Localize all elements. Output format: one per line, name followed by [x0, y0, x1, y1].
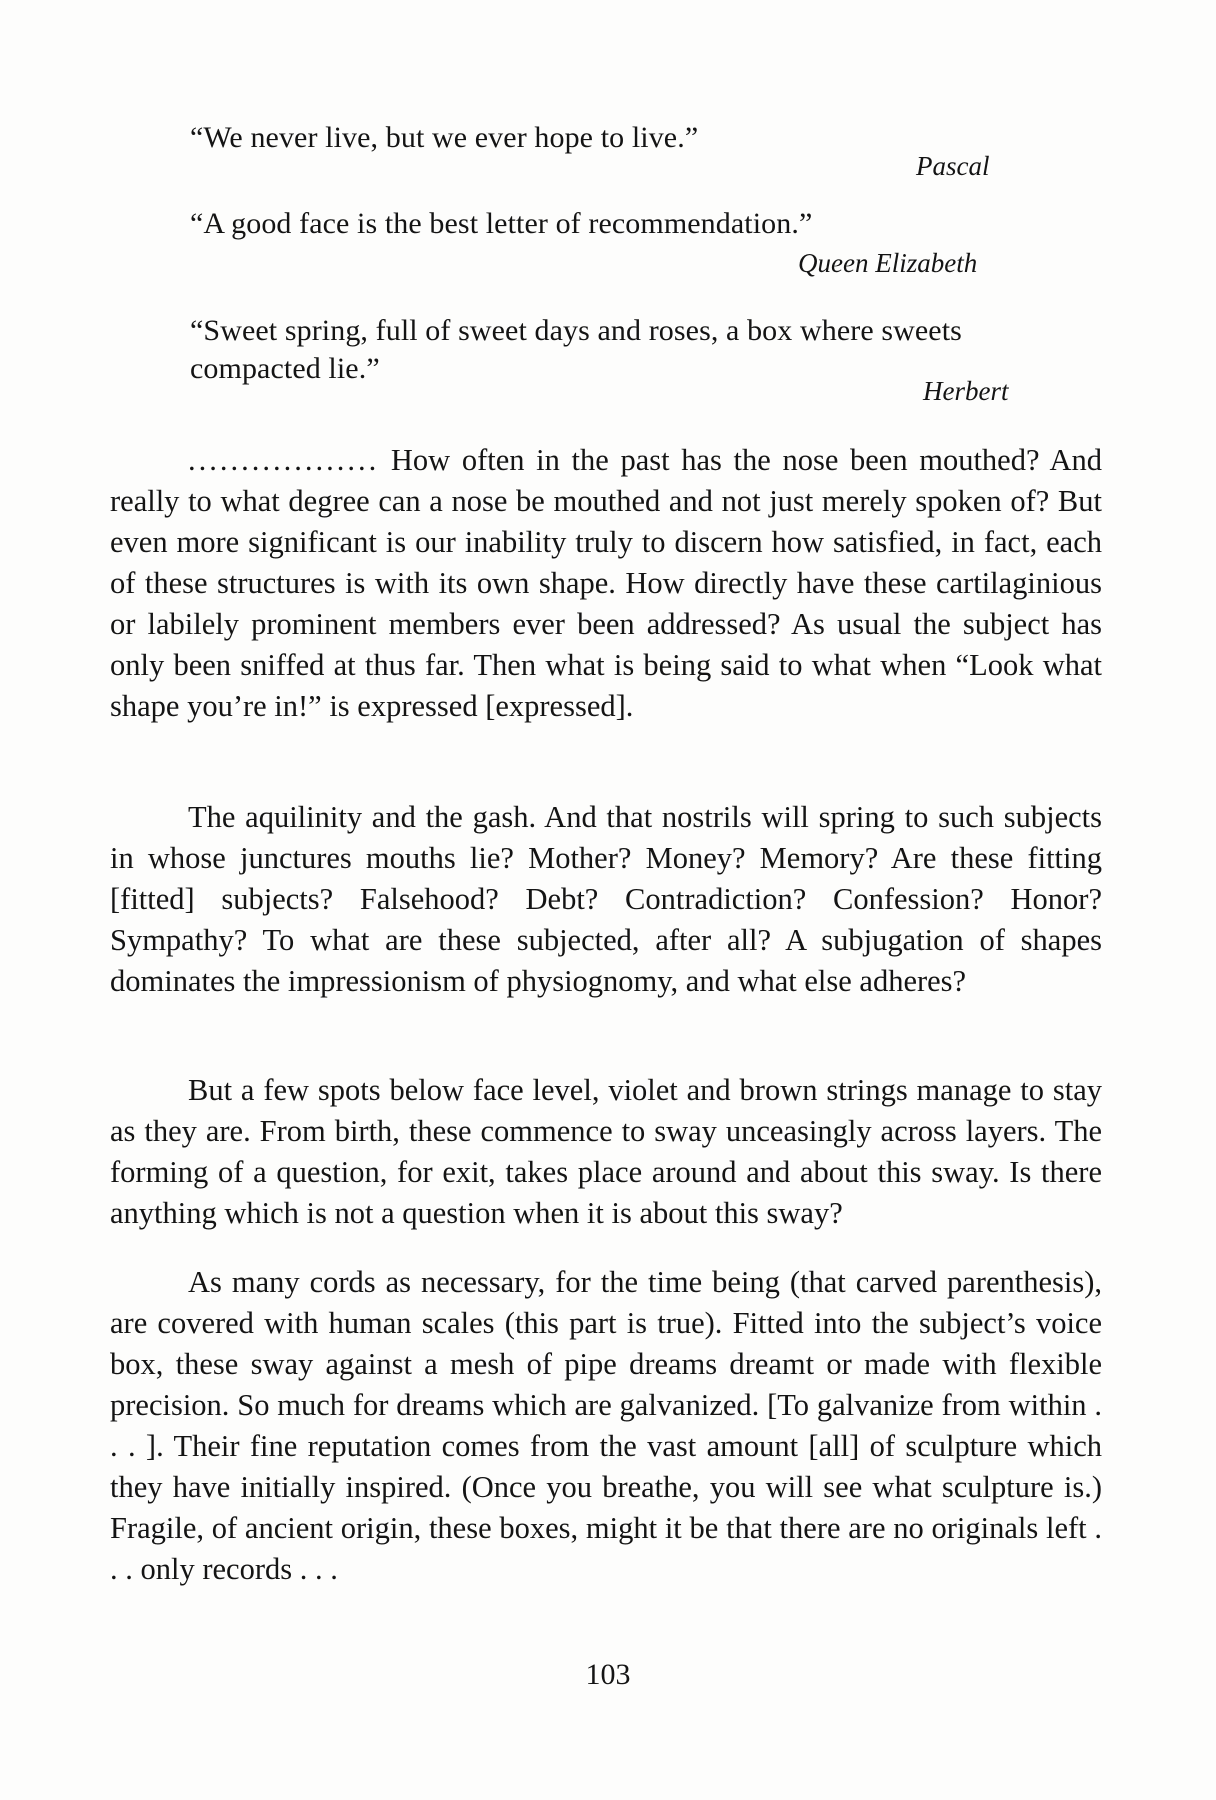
paragraph-2-text: The aquilinity and the gash. And that nostrils will spring to such subjects in whose junctures mouths lie? Mother? Money? Memory? Are these fitting [fitted] subjects? Falsehood? Debt? Contradiction? Confession? Honor? Sympathy? To what are these subjected, after all? A subjugation of shapes dominates the impressionism of physiognomy, and what else adheres?: [110, 800, 1102, 998]
epigraph-quote-herbert-line2: compacted lie.”: [190, 352, 380, 385]
epigraph-author-queen-elizabeth: Queen Elizabeth: [798, 248, 978, 278]
paragraph-4-text: As many cords as necessary, for the time being (that carved parenthesis), are covered with human scales (this part is true). Fitted into the subject’s voice box, these sway against a mesh of pipe dreams dreamt or made with flexible precision. So much for dreams which are galvanized. [To galvanize from within . . . ]. Their fine reputation comes from the vast amount [all] of sculpture which they have initially inspired. (Once you breathe, you will see what sculpture is.) Fragile, of ancient origin, these boxes, might it be that there are no originals left . . . only records . . .: [110, 1265, 1102, 1586]
dotted-leader: ..................: [188, 443, 380, 477]
paragraph-3: [110, 1070, 1102, 1234]
epigraph-author-pascal: Pascal: [916, 151, 990, 181]
paragraph-1-text: How often in the past has the nose been mouthed? And really to what degree can a nose be mouthed and not just merely spoken of? But even more significant is our inability truly to discern how satisfied, in fact, each of these structures is with its own shape. How directly have these cartilaginious or labilely prominent members ever been addressed? As usual the subject has only been sniffed at thus far. Then what is being said to what when “Look what shape you’re in!” is expressed [expressed].: [110, 443, 1102, 723]
paragraph-2: [110, 797, 1102, 1002]
paragraph-3-text: But a few spots below face level, violet and brown strings manage to stay as they are. From birth, these commence to sway unceasingly across layers. The forming of a question, for exit, takes place around and about this sway. Is there anything which is not a question when it is about this sway?: [110, 1073, 1102, 1230]
epigraph-quote-herbert-line1: “Sweet spring, full of sweet days and roses, a box where sweets: [190, 314, 962, 347]
epigraph-quote-queen-elizabeth: “A good face is the best letter of recommendation.”: [190, 207, 813, 240]
page-number: 103: [585, 1658, 631, 1691]
epigraph-quote-pascal: “We never live, but we ever hope to live.”: [190, 121, 699, 154]
paragraph-4: [110, 1262, 1102, 1590]
paragraph-1: [110, 440, 1102, 727]
epigraph-author-herbert: Herbert: [923, 376, 1009, 406]
